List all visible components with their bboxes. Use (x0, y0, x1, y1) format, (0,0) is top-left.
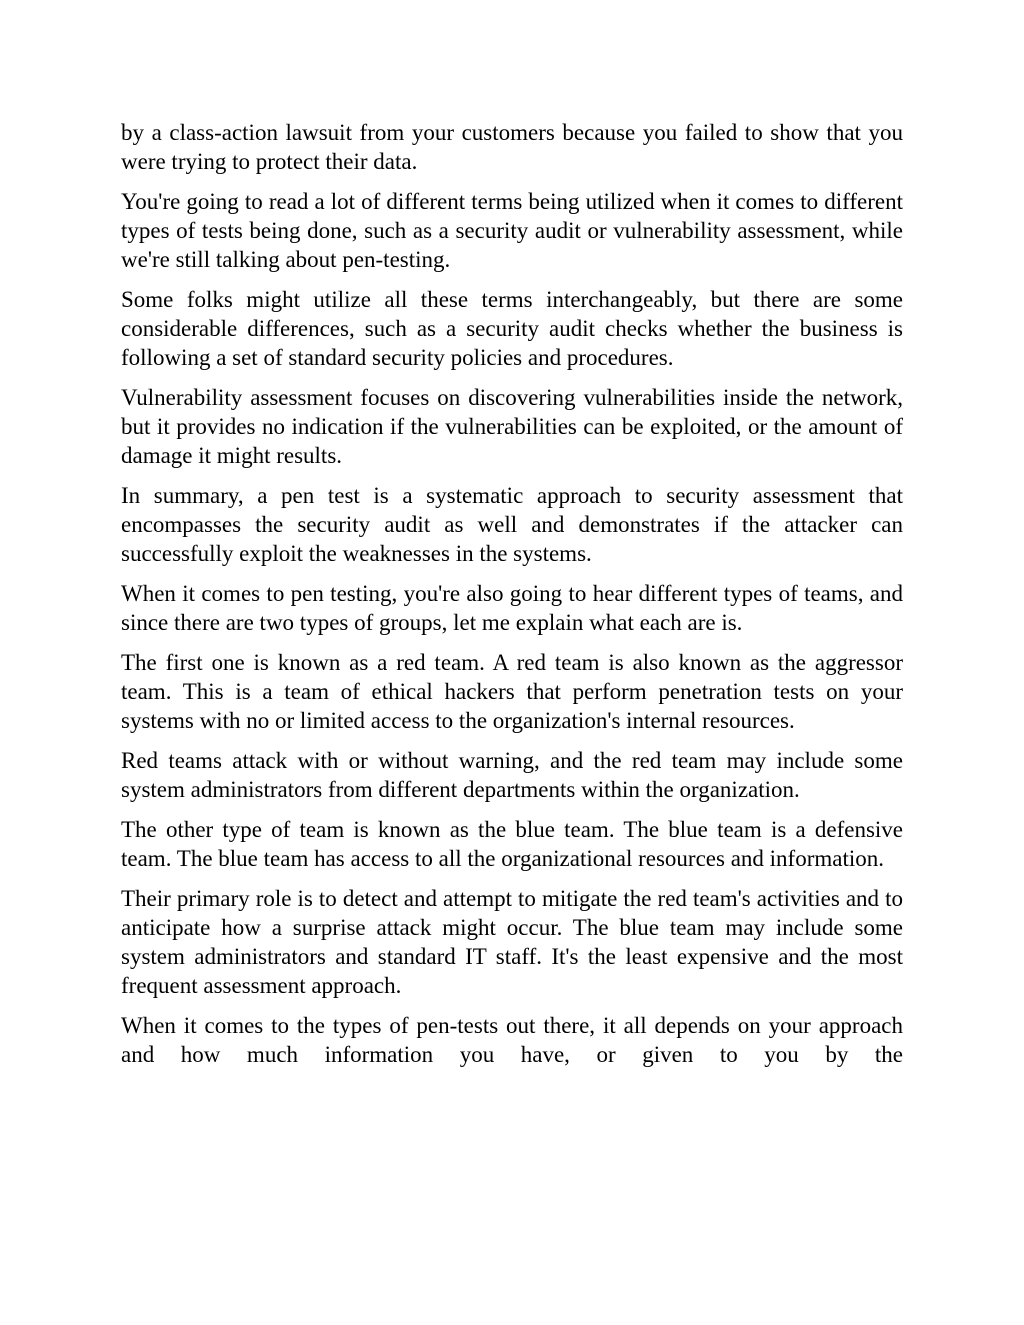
paragraph-7: The first one is known as a red team. A red team is also known as the aggressor team. This is a team of ethical hackers that perform penetration tests on your systems with no or limited access to the organization's internal resources. (121, 650, 903, 733)
paragraph-8: Red teams attack with or without warning, and the red team may include some system administrators from different departments within the organization. (121, 748, 903, 802)
paragraph-2: You're going to read a lot of different terms being utilized when it comes to different types of tests being done, such as a security audit or vulnerability assessment, while we're still talking about pen-testing. (121, 189, 903, 272)
document-page (121, 118, 903, 1080)
paragraph-6: When it comes to pen testing, you're also going to hear different types of teams, and since there are two types of groups, let me explain what each are is. (121, 581, 903, 635)
paragraph-1: by a class-action lawsuit from your customers because you failed to show that you were trying to protect their data. (121, 120, 903, 174)
paragraph-10: Their primary role is to detect and attempt to mitigate the red team's activities and to anticipate how a surprise attack might occur. The blue team may include some system administrators and standard IT staff. It's the least expensive and the most frequent assessment approach. (121, 886, 903, 998)
paragraph-5: In summary, a pen test is a systematic approach to security assessment that encompasses the security audit as well and demonstrates if the attacker can successfully exploit the weaknesses in the systems. (121, 483, 903, 566)
paragraph-11: When it comes to the types of pen-tests out there, it all depends on your approach and how much information you have, or given to you by the (121, 1013, 903, 1067)
paragraph-3: Some folks might utilize all these terms interchangeably, but there are some considerable differences, such as a security audit checks whether the business is following a set of standard security policies and procedures. (121, 287, 903, 370)
paragraph-4: Vulnerability assessment focuses on discovering vulnerabilities inside the network, but it provides no indication if the vulnerabilities can be exploited, or the amount of damage it might results. (121, 385, 903, 468)
paragraph-9: The other type of team is known as the blue team. The blue team is a defensive team. The blue team has access to all the organizational resources and information. (121, 817, 903, 871)
